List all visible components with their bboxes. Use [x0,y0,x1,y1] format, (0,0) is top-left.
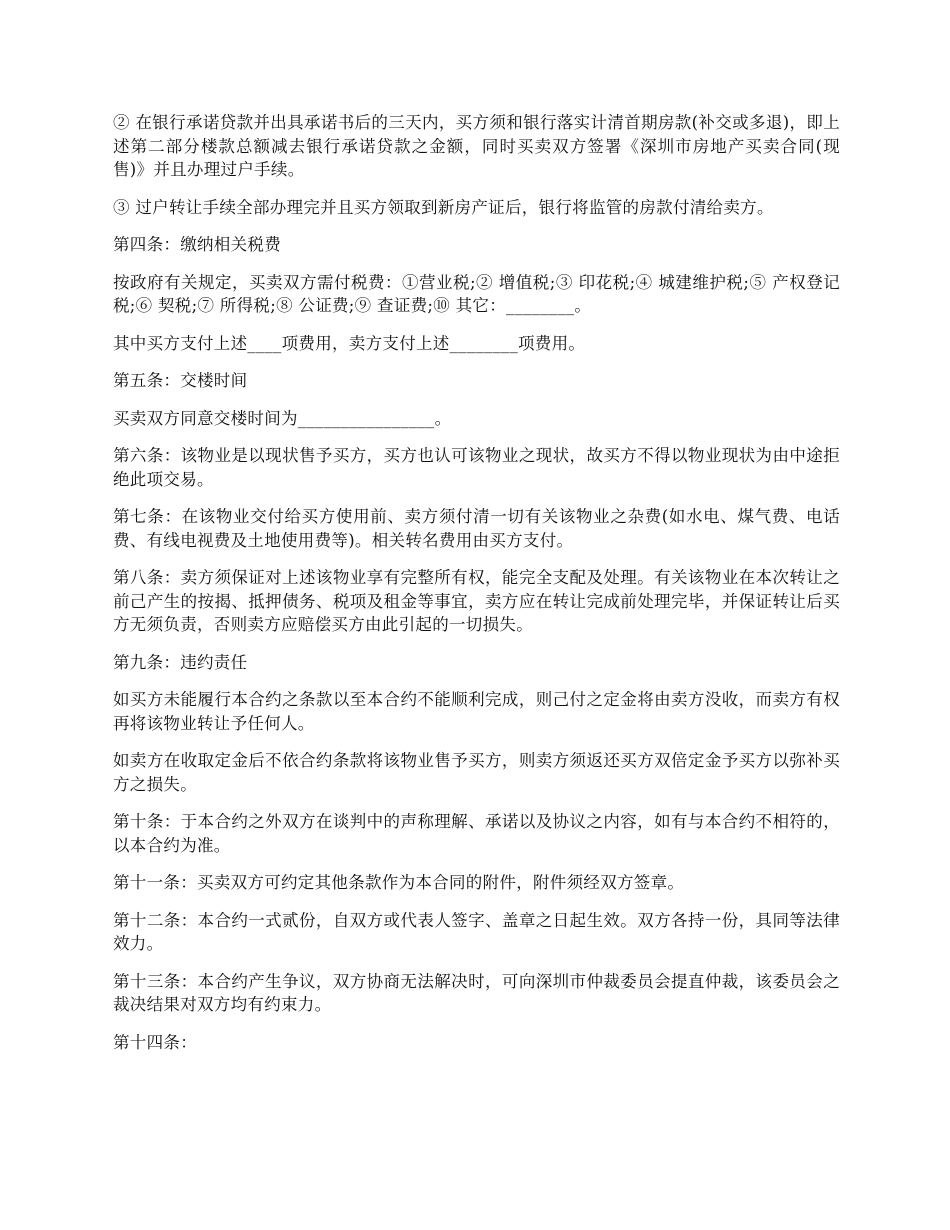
paragraph-article-13: 第十三条：本合约产生争议，双方协商无法解决时，可向深圳市仲裁委员会提直仲裁，该委员会之裁决结果对双方均有约束力。 [113,971,840,1014]
document-page [113,111,840,1054]
paragraph-article-7: 第七条：在该物业交付给买方使用前、卖方须付清一切有关该物业之杂费(如水电、煤气费、电话费、有线电视费及土地使用费等)。相关转名费用由买方支付。 [113,507,840,550]
heading-article-9: 第九条：违约责任 [113,652,248,672]
paragraph-article-8: 第八条：卖方须保证对上述该物业享有完整所有权，能完全支配及处理。有关该物业在本次转让之前己产生的按揭、抵押债务、税项及租金等事宜，卖方应在转让完成前处理完毕，并保证转让后买方无须负责，否则卖方应赔偿买方由此引起的一切损失。 [113,568,840,634]
heading-article-14: 第十四条： [113,1032,197,1052]
paragraph-payment-step-3: ③ 过户转让手续全部办理完并且买方领取到新房产证后，银行将监管的房款付清给卖方。 [113,197,774,217]
paragraph-buyer-default: 如买方未能履行本合约之条款以至本合约不能顺利完成，则己付之定金将由卖方没收，而卖方有权再将该物业转让予任何人。 [113,690,840,733]
paragraph-handover-date: 买卖双方同意交楼时间为________________。 [113,408,452,428]
paragraph-article-11: 第十一条：买卖双方可约定其他条款作为本合同的附件，附件须经双方签章。 [113,873,685,892]
paragraph-tax-split: 其中买方支付上述____项费用，卖方支付上述________项费用。 [113,333,586,353]
paragraph-seller-default: 如卖方在收取定金后不依合约条款将该物业售予买方，则卖方须返还买方双倍定金予买方以弥补买方之损失。 [113,751,840,794]
paragraph-article-10: 第十条：于本合约之外双方在谈判中的声称理解、承诺以及协议之内容，如有与本合约不相符的，以本合约为准。 [113,812,840,855]
heading-article-5: 第五条：交楼时间 [113,371,248,390]
paragraph-taxes-list: 按政府有关规定，买卖双方需付税费：①营业税;② 增值税;③ 印花税;④ 城建维护税;⑤ 产权登记税;⑥ 契税;⑦ 所得税;⑧ 公证费;⑨ 查证费;⑩ 其它：________。 [113,272,840,315]
paragraph-article-12: 第十二条：本合约一式贰份，自双方或代表人签字、盖章之日起生效。双方各持一份，具同等法律效力。 [113,910,840,953]
heading-article-4: 第四条：缴纳相关税费 [113,235,281,254]
paragraph-payment-step-2: ② 在银行承诺贷款并出具承诺书后的三天内，买方须和银行落实计清首期房款(补交或多退)，即上述第二部分楼款总额减去银行承诺贷款之金额，同时买卖双方签署《深圳市房地产买卖合同(现售)》并且办理过户手续。 [113,113,840,179]
paragraph-article-6: 第六条：该物业是以现状售予买方，买方也认可该物业之现状，故买方不得以物业现状为由中途拒绝此项交易。 [113,446,840,489]
